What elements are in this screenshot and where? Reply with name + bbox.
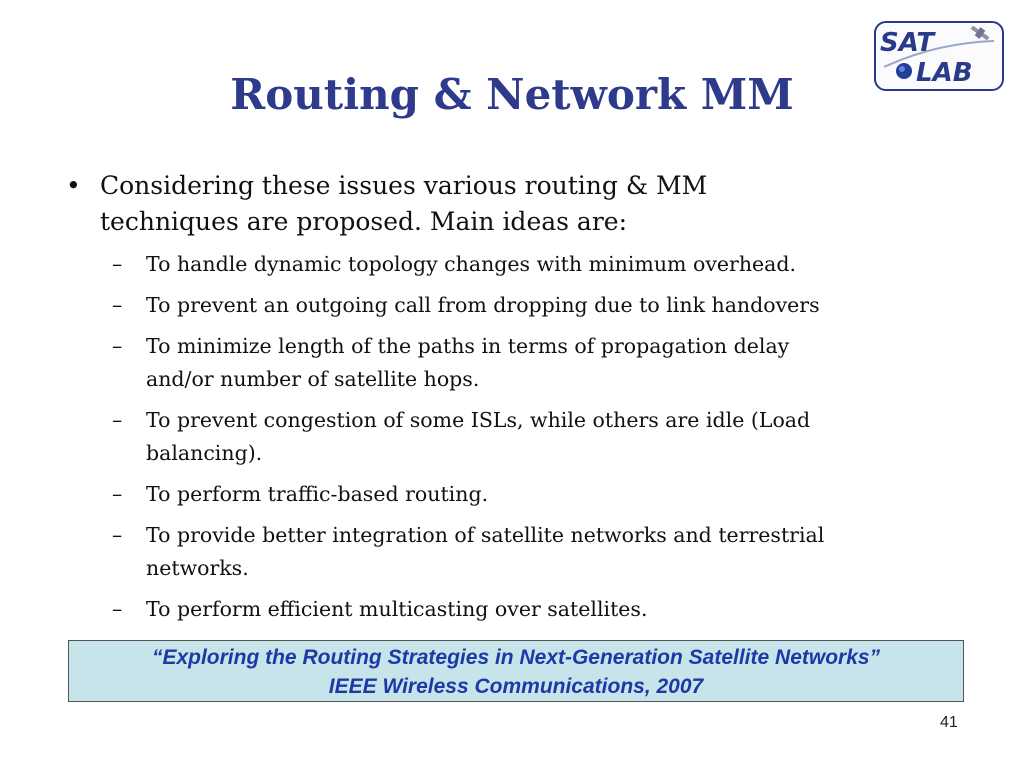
reference-title: “Exploring the Routing Strategies in Next-Generation Satellite Networks” [151,646,881,669]
reference-box [68,640,964,702]
bullet-dot: • [66,171,81,200]
satellite-logo-icon [876,23,1002,89]
sub-bullet-item [112,519,976,585]
sub-bullet-item [112,289,976,322]
bullet-list [66,168,976,634]
sub-bullet-text: To handle dynamic topology changes with minimum overhead. [146,252,797,276]
sub-bullet-item [112,248,976,281]
sub-bullet-text: and/or number of satellite hops. [146,367,480,391]
sub-bullet-dash: – [112,597,123,621]
sub-bullet-text: To perform traffic-based routing. [146,482,489,506]
sub-bullet-dash: – [112,334,123,358]
sub-bullet-dash: – [112,482,123,506]
sub-bullet-text: To perform efficient multicasting over satellites. [146,597,648,621]
logo-text-lab: LAB [916,58,973,88]
main-bullet [66,168,976,240]
sub-bullet-text: To minimize length of the paths in terms of propagation delay [146,334,790,358]
sub-bullet-text: To prevent congestion of some ISLs, while others are idle (Load [146,408,811,432]
satlab-logo [874,21,1004,91]
sub-bullet-text: balancing). [146,441,263,465]
sub-bullet-item [112,593,976,626]
sub-bullet-dash: – [112,252,123,276]
main-bullet-line-2: techniques are proposed. Main ideas are: [100,207,627,236]
sub-bullet-text: To prevent an outgoing call from dropping due to link handovers [146,293,820,317]
page-number: 41 [940,714,958,731]
reference-source: IEEE Wireless Communications, 2007 [328,675,704,698]
sub-bullet-dash: – [112,523,123,547]
slide-title: Routing & Network MM [230,70,794,119]
sub-bullet-list [66,248,976,626]
sub-bullet-dash: – [112,408,123,432]
sub-bullet-text: networks. [146,556,249,580]
sub-bullet-item [112,478,976,511]
sub-bullet-dash: – [112,293,123,317]
sub-bullet-item [112,330,976,396]
main-bullet-line-1: Considering these issues various routing & MM [100,171,708,200]
sub-bullet-text: To provide better integration of satellite networks and terrestrial [146,523,825,547]
sub-bullet-item [112,404,976,470]
logo-text-sat: SAT [880,28,935,58]
